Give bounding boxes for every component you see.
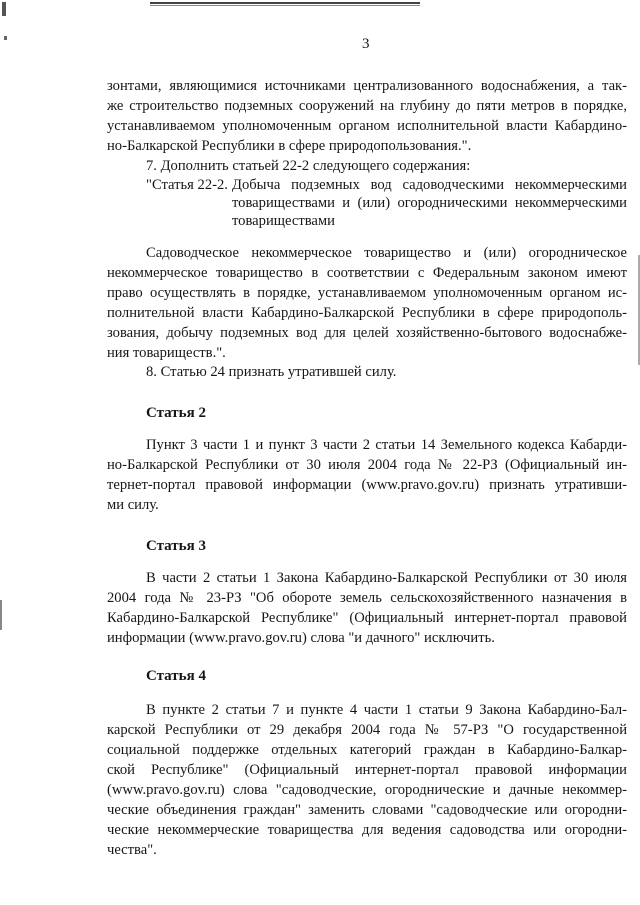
text-line: зонтами, являющимися источниками централизованного водоснабжения, а так- [107,78,627,94]
text-line: социальной поддержке отдельных категорий граждан в Кабардино-Балкар- [107,742,627,758]
scan-artifact-left-edge [0,600,2,630]
text-line: В части 2 статьи 1 Закона Кабардино-Балкарской Республики от 30 июля [146,570,627,586]
text-line: ческие объединения граждан" заменить словами "садоводческие или огородни- [107,802,627,818]
article-22-2-title-line: товариществами и (или) огородническими некоммерческими [232,195,627,211]
text-line: 2004 года № 23-РЗ "Об обороте земель сельскохозяйственного назначения в [107,590,627,606]
text-line: некоммерческое товарищество в соответствии с Федеральным законом имеют [107,265,627,281]
page-number: 3 [362,36,370,52]
text-line: же строительство подземных сооружений на глубину до пяти метров в порядке, [107,98,627,114]
text-line: (www.pravo.gov.ru) слова "садоводческие, огороднические и дачные некоммер- [107,782,627,798]
text-line: ния товариществ.". [107,345,226,361]
article-3-heading: Статья 3 [146,538,206,554]
text-line: карской Республики от 29 декабря 2004 года № 57-РЗ "О государственной [107,722,627,738]
text-line: право осуществлять в порядке, устанавливаемом уполномоченным органом ис- [107,285,627,301]
text-line: ми силу. [107,497,159,513]
text-line: Кабардино-Балкарской Республике" (Официальный интернет-портал правовой [107,610,627,626]
article-4-heading: Статья 4 [146,668,206,684]
text-line: информации (www.pravo.gov.ru) слова "и дачного" исключить. [107,630,495,646]
text-line: тернет-портал правовой информации (www.pravo.gov.ru) признать утративши- [107,477,627,493]
text-line: устанавливаемом уполномоченным органом исполнительной власти Кабардино- [107,118,627,134]
text-line: Садоводческое некоммерческое товарищество и (или) огородническое [146,245,627,261]
article-22-2-title-line: Добыча подземных вод садоводческими некоммерческими [232,177,627,193]
scan-artifact-left-mark [2,2,6,16]
scan-artifact-top-rule-thin [150,5,420,6]
text-line: зования, добычу подземных вод для целей хозяйственно-бытового водоснабже- [107,325,627,341]
text-line: полнительной власти Кабардино-Балкарской Республики в сфере природополь- [107,305,627,321]
scan-artifact-left-dot [4,36,7,40]
list-item-8: 8. Статью 24 признать утратившей силу. [146,364,397,380]
article-22-2-title-line: товариществами [232,213,335,229]
text-line: В пункте 2 статьи 7 и пункте 4 части 1 статьи 9 Закона Кабардино-Бал- [146,702,627,718]
text-line: чества". [107,842,157,858]
text-line: но-Балкарской Республики в сфере природопользования.". [107,138,472,154]
text-line: ческие некоммерческие товарищества для ведения садоводства или огородни- [107,822,627,838]
scan-artifact-top-rule [150,2,420,4]
text-line: но-Балкарской Республики от 30 июля 2004 года № 22-РЗ (Официальный ин- [107,457,627,473]
text-line: ской Республике" (Официальный интернет-портал правовой информации [107,762,627,778]
article-22-2-label: "Статья 22-2. [146,177,228,193]
list-item-7: 7. Дополнить статьей 22-2 следующего содержания: [146,158,471,174]
article-2-heading: Статья 2 [146,405,206,421]
text-line: Пункт 3 части 1 и пункт 3 части 2 статьи 14 Земельного кодекса Кабарди- [146,437,627,453]
